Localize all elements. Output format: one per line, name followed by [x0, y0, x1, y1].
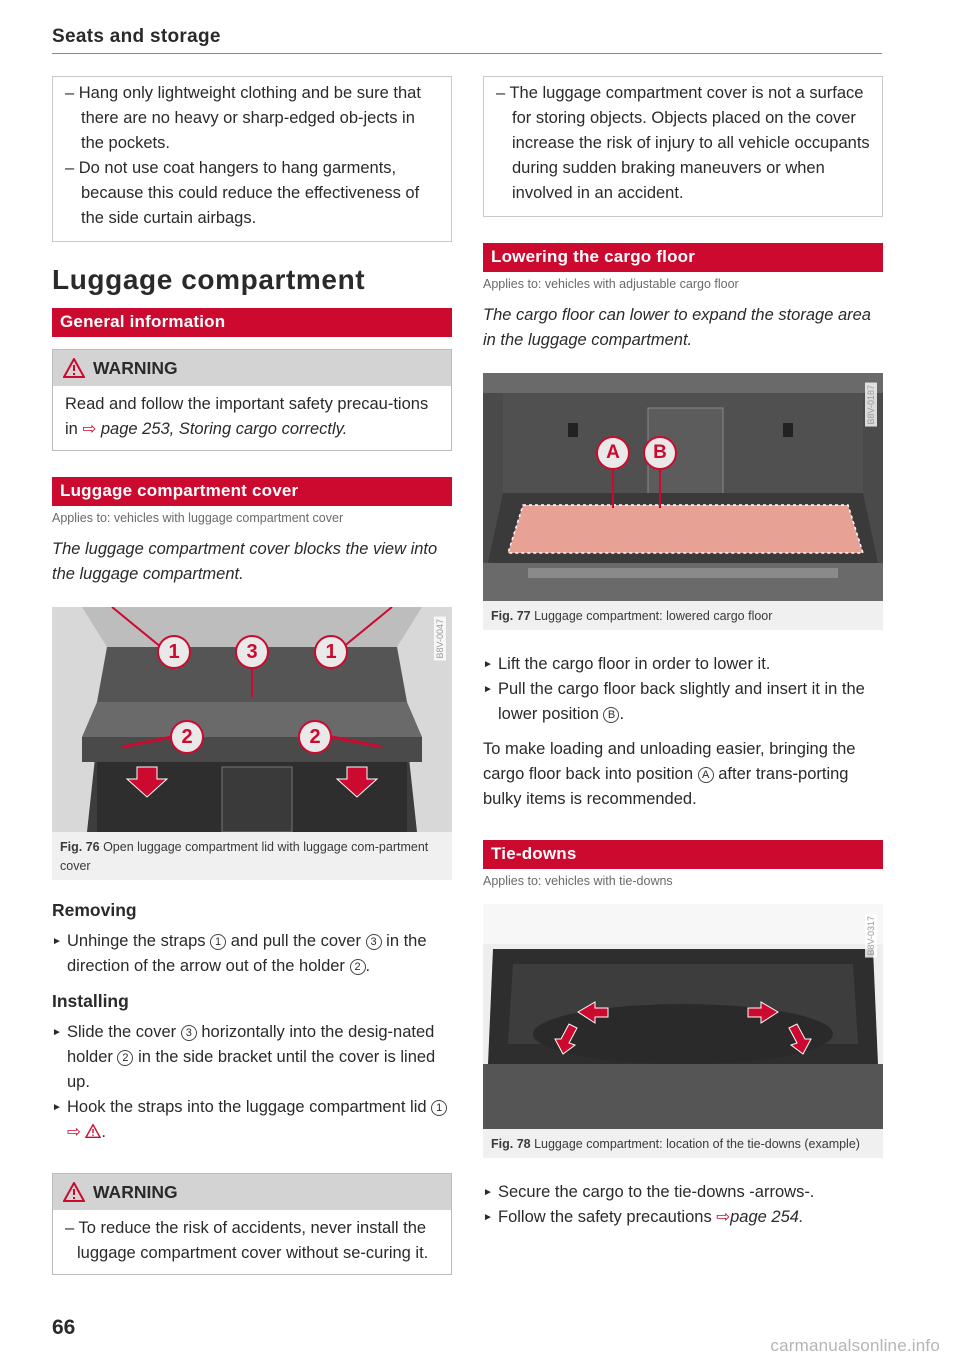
list-item: – Hang only lightweight clothing and be sure that there are no heavy or sharp-edged ob-jects in the pockets. [65, 84, 421, 152]
callout-ref: 1 [431, 1100, 447, 1116]
step-text: in the direction of the arrow out of the holder [67, 932, 427, 975]
warning-header [53, 1174, 451, 1210]
figure-caption [483, 601, 883, 630]
warning-icon [63, 1182, 85, 1202]
callout-ref: 3 [366, 934, 382, 950]
installing-step-2 [52, 1095, 452, 1145]
figure-76 [52, 607, 452, 880]
page-link[interactable]: page 253, Storing cargo correctly. [100, 420, 348, 438]
warning-body-text: Read and follow the important safety precau-tions in [65, 395, 429, 438]
warning-box-1 [52, 349, 452, 451]
figure-code: B8V-0317 [866, 916, 876, 956]
figure-78 [483, 904, 883, 1158]
figure-78-image [483, 904, 883, 1129]
bullet-arrow-icon: ► [483, 1187, 493, 1198]
step-text: and pull the cover [230, 932, 361, 950]
lowering-step-1 [483, 652, 883, 677]
callout-ref: 2 [117, 1050, 133, 1066]
figure-caption-text: Open luggage compartment lid with luggage com-partment cover [60, 840, 429, 873]
figure-76-image [52, 607, 452, 832]
figure-caption-text: Luggage compartment: lowered cargo floor [534, 609, 773, 623]
step-text: . [101, 1123, 107, 1141]
page-link[interactable]: page 254. [730, 1208, 804, 1226]
page-number: 66 [52, 1316, 76, 1339]
bullet-arrow-icon: ► [52, 1102, 62, 1113]
tie-downs-illustration [483, 904, 883, 1129]
installing-heading: Installing [52, 991, 129, 1011]
callout-A: A [596, 436, 630, 470]
figure-77-image [483, 373, 883, 601]
callout-ref: B [603, 707, 619, 723]
step-text: Follow the safety precautions [498, 1208, 712, 1226]
step-text: Pull the cargo floor back slightly and insert it in the lower position [498, 680, 865, 723]
warning-body-text: – To reduce the risk of accidents, never install the luggage compartment cover without se-curing it. [65, 1219, 429, 1262]
bullet-arrow-icon: ► [52, 1027, 62, 1038]
arrow-ref-icon: ⇨ [67, 1123, 81, 1141]
callout-1-right: 1 [314, 635, 348, 669]
bullet-arrow-icon: ► [483, 659, 493, 670]
applies-to: Applies to: vehicles with tie-downs [483, 874, 673, 888]
callout-1-left: 1 [157, 635, 191, 669]
callout-B: B [643, 436, 677, 470]
left-column [52, 76, 452, 1275]
callout-3: 3 [235, 635, 269, 669]
figure-code: B8V-0047 [435, 619, 445, 659]
callout-ref: 1 [210, 934, 226, 950]
warning-header [53, 350, 451, 386]
page-header [52, 26, 882, 54]
step-text: . [365, 957, 371, 975]
warning-box-2 [52, 1173, 452, 1275]
step-text: in the side bracket until the cover is lined up. [67, 1048, 436, 1091]
lowering-heading: Lowering the cargo floor [483, 243, 883, 272]
warning-label: WARNING [93, 1181, 178, 1202]
step-text: Secure the cargo to the tie-downs -arrows-. [498, 1183, 815, 1201]
step-text: . [619, 705, 625, 723]
step-text: Hook the straps into the luggage compartment lid [67, 1098, 427, 1116]
watermark: carmanualsonline.info [770, 1336, 940, 1355]
warning-icon [63, 358, 85, 378]
header-title: Seats and storage [52, 26, 221, 47]
figure-label: Fig. 76 [60, 840, 100, 854]
intro-text: The luggage compartment cover blocks the view into the luggage compartment. [52, 540, 438, 583]
figure-caption [52, 832, 452, 880]
tie-downs-heading: Tie-downs [483, 840, 883, 869]
para-text: after trans-porting bulky items is recommended. [483, 765, 849, 808]
figure-77 [483, 373, 883, 630]
step-text: horizontally into the desig-nated holder [67, 1023, 435, 1066]
warning-text [53, 386, 451, 450]
cargo-floor-illustration [483, 373, 883, 601]
lowering-step-2 [483, 677, 883, 727]
list-item: – The luggage compartment cover is not a surface for storing objects. Objects placed on the cover increase the risk of injury to all vehicle occupants during sudden braking maneuvers or when involved in an accident. [496, 84, 870, 202]
general-info-heading: General information [52, 308, 452, 337]
applies-to: Applies to: vehicles with luggage compartment cover [52, 511, 344, 525]
installing-step-1 [52, 1020, 452, 1095]
lowering-paragraph [483, 737, 883, 812]
callout-2-right: 2 [298, 720, 332, 754]
cover-heading: Luggage compartment cover [52, 477, 452, 506]
arrow-ref-icon: ⇨ [82, 420, 97, 438]
applies-to: Applies to: vehicles with adjustable cargo floor [483, 277, 739, 291]
figure-label: Fig. 77 [491, 609, 531, 623]
section-title: Luggage compartment [52, 264, 366, 295]
warning-continuation-box [483, 76, 883, 217]
callout-ref: 3 [181, 1025, 197, 1041]
removing-step [52, 929, 452, 979]
step-text: Lift the cargo floor in order to lower it. [498, 655, 771, 673]
step-text: Slide the cover [67, 1023, 177, 1041]
right-column [483, 76, 883, 1230]
step-text: Unhinge the straps [67, 932, 206, 950]
bullet-arrow-icon: ► [483, 1212, 493, 1223]
arrow-ref-icon: ⇨ [716, 1208, 731, 1226]
para-text: To make loading and unloading easier, bringing the cargo floor back into position [483, 740, 856, 783]
bullet-arrow-icon: ► [52, 936, 62, 947]
figure-code: B8V-0187 [866, 385, 876, 425]
callout-2-left: 2 [170, 720, 204, 754]
warning-label: WARNING [93, 357, 178, 378]
figure-label: Fig. 78 [491, 1137, 531, 1151]
figure-caption [483, 1129, 883, 1158]
warning-text [53, 1210, 451, 1274]
callout-ref: A [698, 767, 714, 783]
warning-ref-icon[interactable] [85, 1124, 101, 1138]
intro-text: The cargo floor can lower to expand the storage area in the luggage compartment. [483, 306, 871, 349]
warning-continuation-box [52, 76, 452, 242]
tie-step-2 [483, 1205, 883, 1230]
figure-caption-text: Luggage compartment: location of the tie-downs (example) [534, 1137, 860, 1151]
removing-heading: Removing [52, 900, 137, 920]
bullet-arrow-icon: ► [483, 684, 493, 695]
list-item: – Do not use coat hangers to hang garments, because this could reduce the effectiveness of the side curtain airbags. [65, 159, 420, 227]
tie-step-1 [483, 1180, 883, 1205]
callout-ref: 2 [350, 959, 366, 975]
